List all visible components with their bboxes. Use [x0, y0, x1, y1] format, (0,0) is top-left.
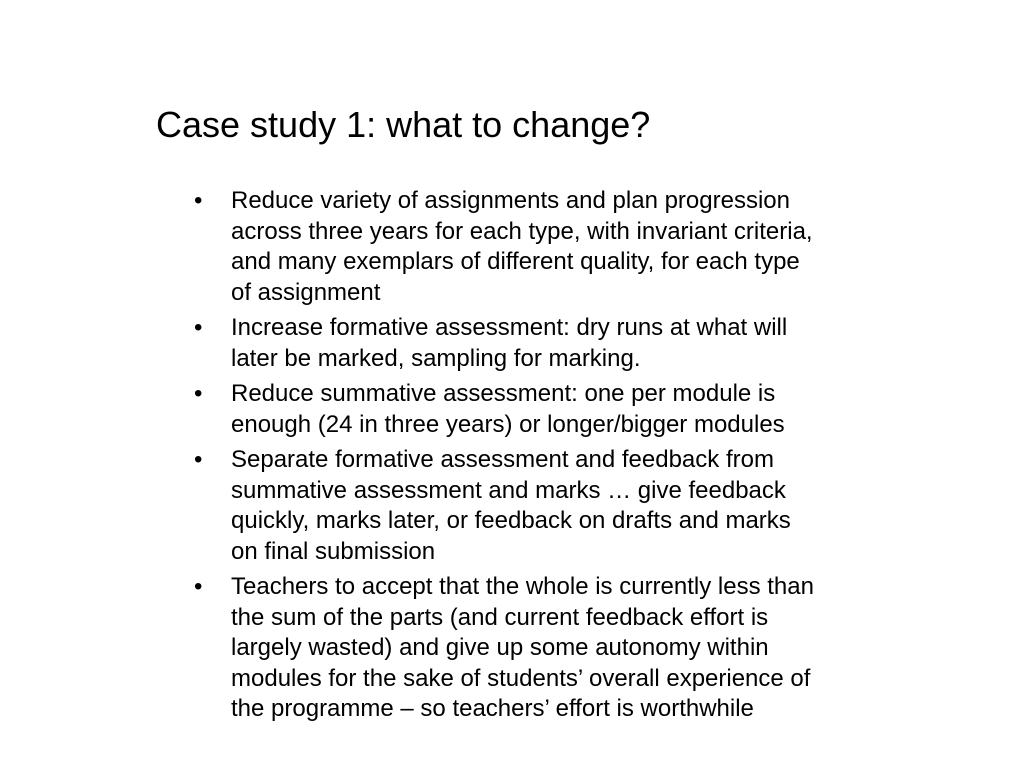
bullet-line: the sum of the parts (and current feedback effort is — [231, 603, 769, 631]
bullet-line: of assignment — [231, 278, 381, 306]
bullet-text — [231, 186, 950, 308]
bullet-line: quickly, marks later, or feedback on drafts and marks — [231, 507, 791, 534]
bullet-icon: • — [194, 187, 203, 214]
bullet-line: modules for the sake of students’ overall experience of — [231, 664, 811, 692]
bullet-line: Separate formative assessment and feedback from — [231, 446, 774, 473]
bullet-line: the programme – so teachers’ effort is worthwhile — [231, 695, 754, 722]
bullet-text — [231, 313, 950, 374]
bullet-item-reduce-variety — [190, 186, 950, 308]
bullet-line: across three years for each type, with invariant criteria, — [231, 217, 813, 245]
bullet-line: Teachers to accept that the whole is currently less than — [231, 573, 814, 600]
bullet-icon: • — [194, 446, 203, 473]
bullet-text — [231, 572, 950, 725]
bullet-line: later be marked, sampling for marking. — [231, 344, 641, 372]
bullet-line: on final submission — [231, 537, 436, 565]
bullet-text — [231, 445, 950, 567]
bullet-icon: • — [194, 573, 203, 600]
bullet-line: Reduce summative assessment: one per module is — [231, 380, 776, 407]
bullet-text — [231, 379, 950, 440]
bullet-line: largely wasted) and give up some autonomy within — [231, 634, 769, 661]
bullet-icon: • — [194, 314, 203, 341]
bullet-line: Increase formative assessment: dry runs at what will — [231, 314, 788, 341]
bullet-list — [190, 186, 950, 730]
bullet-line: Reduce variety of assignments and plan progression — [231, 187, 790, 214]
slide-title: Case study 1: what to change? — [156, 104, 651, 145]
bullet-item-reduce-summative — [190, 379, 950, 440]
bullet-item-separate-formative — [190, 445, 950, 567]
bullet-item-teachers-accept — [190, 572, 950, 725]
bullet-line: and many exemplars of different quality, for each type — [231, 248, 800, 275]
bullet-line: enough (24 in three years) or longer/bigger modules — [231, 410, 785, 438]
bullet-icon: • — [194, 380, 203, 407]
bullet-item-increase-formative — [190, 313, 950, 374]
bullet-line: summative assessment and marks … give feedback — [231, 476, 786, 504]
